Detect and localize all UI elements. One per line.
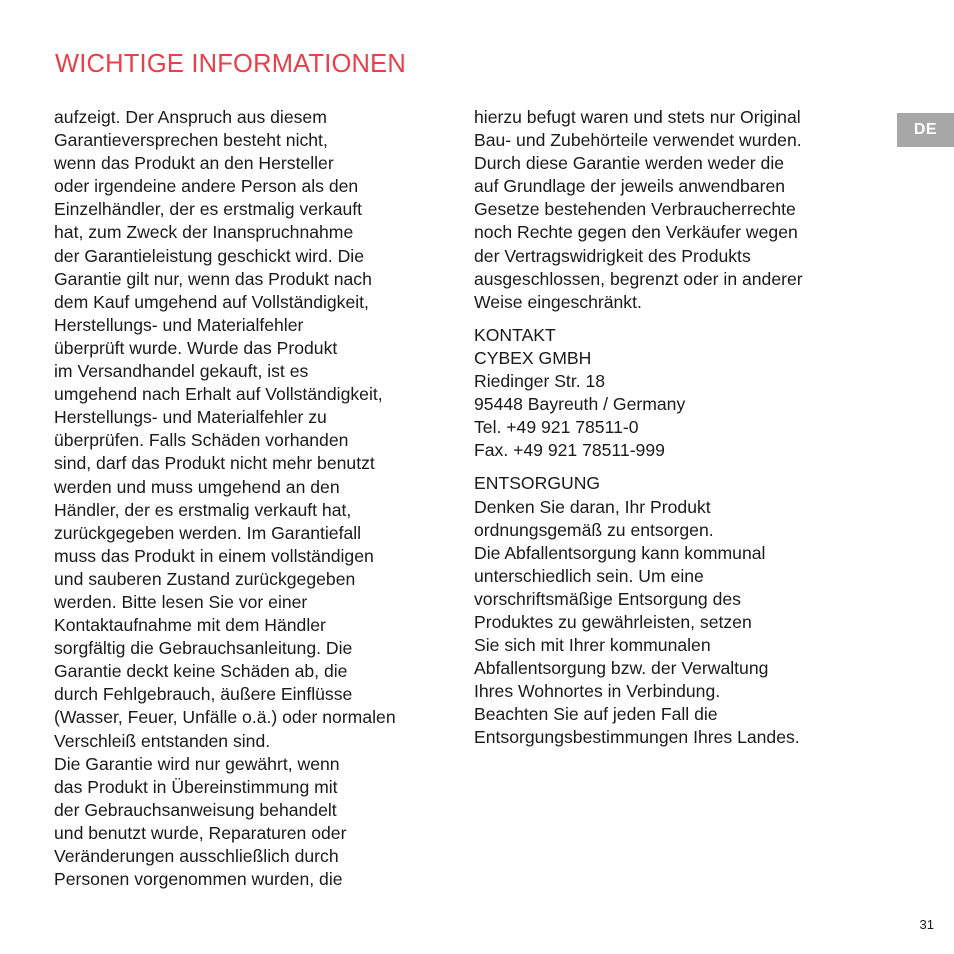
text-line: sorgfältig die Gebrauchsanleitung. Die <box>54 638 353 659</box>
company-name: CYBEX GMBH <box>474 347 592 368</box>
text-line: und benutzt wurde, Reparaturen oder <box>54 822 347 843</box>
text-line: Garantie gilt nur, wenn das Produkt nach <box>54 268 372 289</box>
text-line: und sauberen Zustand zurückgegeben <box>54 568 356 589</box>
text-line: im Versandhandel gekauft, ist es <box>54 361 309 382</box>
text-line: überprüft wurde. Wurde das Produkt <box>54 337 338 358</box>
phone-number: Tel. +49 921 78511-0 <box>474 417 639 438</box>
text-line: Personen vorgenommen wurden, die <box>54 869 343 890</box>
text-line: der Garantieleistung geschickt wird. Die <box>54 245 364 266</box>
text-line: Die Garantie wird nur gewährt, wenn <box>54 753 340 774</box>
page-title: WICHTIGE INFORMATIONEN <box>55 50 406 78</box>
right-column <box>474 106 874 750</box>
language-tab: DE <box>897 113 954 147</box>
text-line: der Gebrauchsanweisung behandelt <box>54 799 337 820</box>
text-line: zurückgegeben werden. Im Garantiefall <box>54 522 362 543</box>
fax-number: Fax. +49 921 78511-999 <box>474 440 665 461</box>
text-line: Herstellungs- und Materialfehler <box>54 314 304 335</box>
contact-section <box>474 324 874 463</box>
text-line: Garantieversprechen besteht nicht, <box>54 130 328 151</box>
text-line: Veränderungen ausschließlich durch <box>54 846 339 866</box>
text-line: sind, darf das Produkt nicht mehr benutzt <box>54 453 375 474</box>
text-line: Beachten Sie auf jeden Fall die <box>474 704 718 725</box>
street-address: Riedinger Str. 18 <box>474 371 606 392</box>
text-line: Bau- und Zubehörteile verwendet wurden. <box>474 130 802 151</box>
text-line: Gesetze bestehenden Verbraucherrechte <box>474 199 796 220</box>
text-line: unterschiedlich sein. Um eine <box>474 565 704 586</box>
text-line: vorschriftsmäßige Entsorgung des <box>474 588 741 609</box>
warranty-continued <box>474 106 874 314</box>
text-line: Weise eingeschränkt. <box>474 291 642 312</box>
text-line: Die Abfallentsorgung kann kommunal <box>474 542 766 563</box>
text-line: überprüfen. Falls Schäden vorhanden <box>54 430 349 451</box>
disposal-section <box>474 472 874 749</box>
text-line: aufzeigt. Der Anspruch aus diesem <box>54 107 327 127</box>
text-line: umgehend nach Erhalt auf Vollständigkeit, <box>54 384 383 405</box>
text-line: Garantie deckt keine Schäden ab, die <box>54 661 348 682</box>
text-line: werden und muss umgehend an den <box>54 476 340 497</box>
text-line: auf Grundlage der jeweils anwendbaren <box>474 176 786 197</box>
text-line: Kontaktaufnahme mit dem Händler <box>54 615 326 636</box>
text-line: Abfallentsorgung bzw. der Verwaltung <box>474 658 769 679</box>
text-line: Durch diese Garantie werden weder die <box>474 153 785 174</box>
page-number: 31 <box>919 917 934 932</box>
text-line: Herstellungs- und Materialfehler zu <box>54 407 327 428</box>
text-line: wenn das Produkt an den Hersteller <box>54 153 334 174</box>
left-column <box>54 106 454 891</box>
text-line: dem Kauf umgehend auf Vollständigkeit, <box>54 291 369 312</box>
disposal-heading: ENTSORGUNG <box>474 473 601 494</box>
text-line: ordnungsgemäß zu entsorgen. <box>474 519 714 540</box>
contact-heading: KONTAKT <box>474 324 556 345</box>
text-line: Entsorgungsbestimmungen Ihres Landes. <box>474 727 800 748</box>
text-line: Verschleiß entstanden sind. <box>54 730 271 751</box>
text-line: noch Rechte gegen den Verkäufer wegen <box>474 222 798 243</box>
text-line: (Wasser, Feuer, Unfälle o.ä.) oder normalen <box>54 707 396 728</box>
text-line: muss das Produkt in einem vollständigen <box>54 545 374 566</box>
text-line: das Produkt in Übereinstimmung mit <box>54 776 338 797</box>
text-line: Ihres Wohnortes in Verbindung. <box>474 681 721 702</box>
text-line: Denken Sie daran, Ihr Produkt <box>474 496 711 517</box>
text-line: durch Fehlgebrauch, äußere Einflüsse <box>54 684 353 705</box>
text-line: oder irgendeine andere Person als den <box>54 176 359 197</box>
text-line: Einzelhändler, der es erstmalig verkauft <box>54 199 363 220</box>
city-address: 95448 Bayreuth / Germany <box>474 394 686 415</box>
text-line: Händler, der es erstmalig verkauft hat, <box>54 499 352 520</box>
text-line: hierzu befugt waren und stets nur Original <box>474 107 801 127</box>
text-line: werden. Bitte lesen Sie vor einer <box>54 591 308 612</box>
text-line: Sie sich mit Ihrer kommunalen <box>474 635 711 656</box>
text-line: hat, zum Zweck der Inanspruchnahme <box>54 222 354 243</box>
text-line: ausgeschlossen, begrenzt oder in anderer <box>474 268 803 289</box>
text-line: Produktes zu gewährleisten, setzen <box>474 611 752 632</box>
text-line: der Vertragswidrigkeit des Produkts <box>474 245 751 266</box>
